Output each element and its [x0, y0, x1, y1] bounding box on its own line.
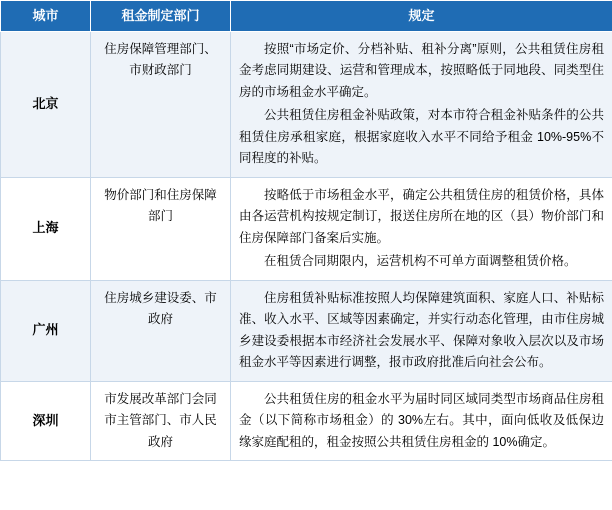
- table-row: [1, 280, 612, 381]
- department-text: 市发展改革部门会同市主管部门、市人民政府: [104, 391, 217, 449]
- rule-paragraph: 住房租赁补贴标准按照人均保障建筑面积、家庭人口、补贴标准、收入水平、区域等因素确定，并实行动态化管理，由市住房城乡建设委根据本市经济社会发展水平、保障对象收入层次以及市场租金水平等因素进行调整，报市政府批准后向社会公布。: [239, 290, 604, 369]
- department-text: 住房保障管理部门、市财政部门: [104, 41, 217, 77]
- cell-rule: [231, 177, 612, 280]
- cell-city: 深圳: [1, 381, 91, 461]
- cell-city: 北京: [1, 31, 91, 177]
- rule-paragraph: 公共租赁住房的租金水平为届时同区域同类型市场商品住房租金（以下简称市场租金）的 30%左右。其中，面向低收及低保边缘家庭配租的，租金按照公共租赁住房租金的 10%确定。: [239, 391, 604, 449]
- cell-department: [91, 177, 231, 280]
- table-header-row: [1, 1, 612, 32]
- cell-rule: [231, 280, 612, 381]
- column-header-department: 租金制定部门: [91, 1, 231, 32]
- rule-paragraph: 按照“市场定价、分档补贴、租补分离”原则，公共租赁住房租金考虑同期建设、运营和管理成本，按照略低于同地段、同类型住房的市场租金水平确定。: [239, 41, 604, 99]
- table-row: [1, 31, 612, 177]
- cell-department: [91, 31, 231, 177]
- table-row: [1, 381, 612, 461]
- rule-paragraph: 公共租赁住房租金补贴政策，对本市符合租金补贴条件的公共租赁住房承租家庭，根据家庭收入水平不同给予租金 10%-95%不同程度的补贴。: [239, 108, 604, 165]
- table-row: [1, 177, 612, 280]
- cell-city: 上海: [1, 177, 91, 280]
- cell-rule: [231, 31, 612, 177]
- department-text: 物价部门和住房保障部门: [104, 187, 217, 223]
- table-body: [1, 31, 612, 461]
- rule-paragraph: 在租赁合同期限内，运营机构不可单方面调整租赁价格。: [264, 254, 577, 268]
- column-header-city: 城市: [1, 1, 91, 32]
- rule-paragraph: 按略低于市场租金水平，确定公共租赁住房的租赁价格，具体由各运营机构按规定制订，报送住房所在地的区（县）物价部门和住房保障部门备案后实施。: [239, 187, 604, 245]
- cell-rule: [231, 381, 612, 461]
- cell-city: 广州: [1, 280, 91, 381]
- department-text: 住房城乡建设委、市政府: [104, 290, 217, 326]
- table-header: [1, 1, 612, 32]
- cell-department: [91, 381, 231, 461]
- cell-department: [91, 280, 231, 381]
- column-header-rule: 规定: [231, 1, 612, 32]
